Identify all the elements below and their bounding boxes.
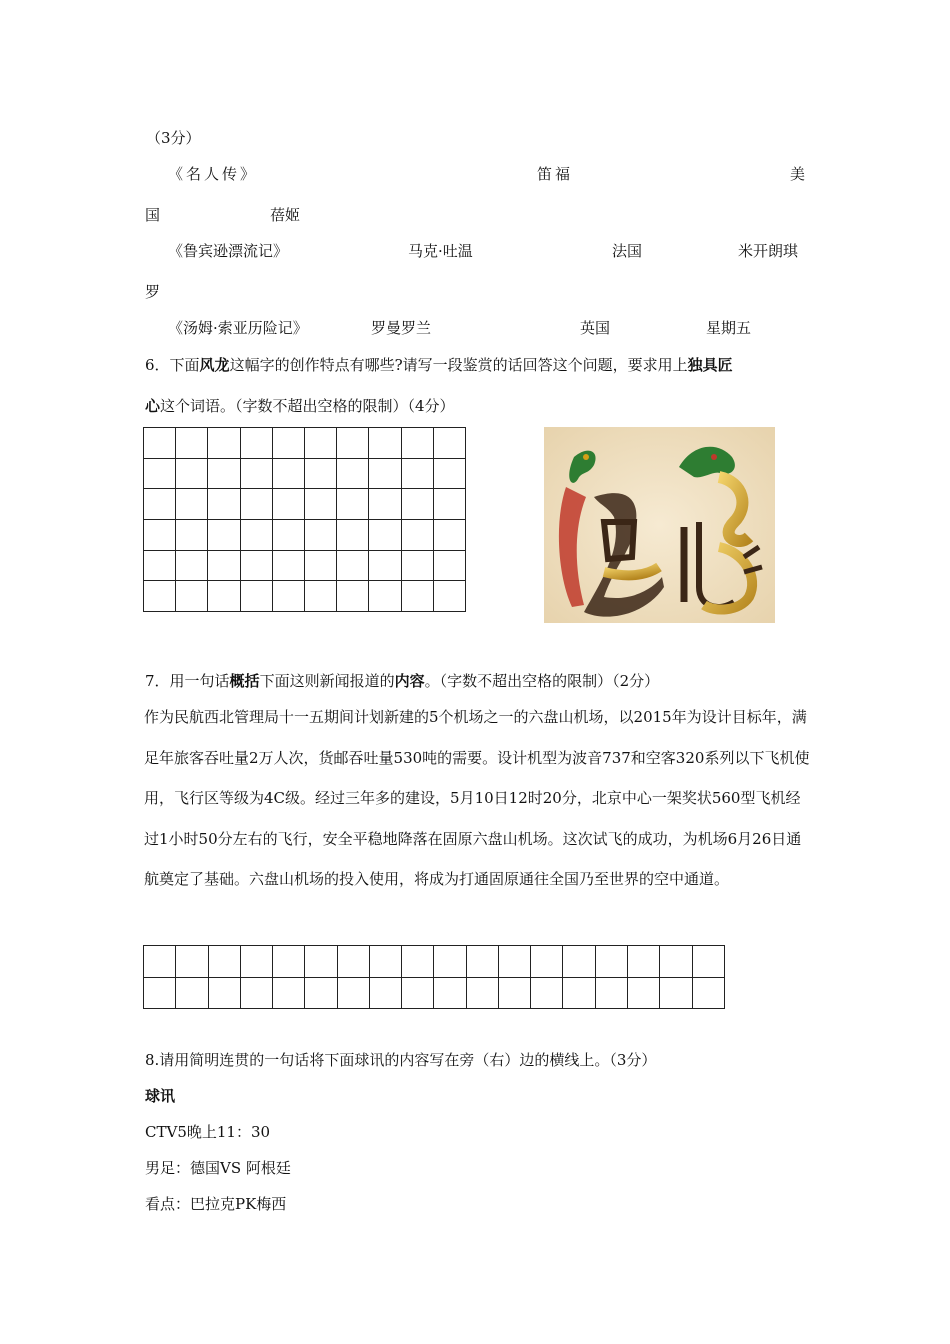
q7-answer-grid[interactable]	[143, 945, 725, 1009]
q6-answer-grid[interactable]	[143, 427, 466, 612]
sports-news-line: CTV5晚上11：30	[145, 1123, 271, 1141]
q7-text: 。（字数不超出空格的限制）（2分）	[424, 672, 660, 690]
book-title: 《名人传》	[168, 165, 259, 183]
q7-bold-term: 内容	[394, 672, 425, 690]
country-name: 法国	[612, 242, 643, 260]
q7-text: 下面这则新闻报道的	[259, 672, 395, 690]
book-title: 《汤姆·索亚历险记》	[168, 319, 308, 337]
character-name-wrap: 罗	[145, 283, 161, 301]
question-8: 8.请用简明连贯的一句话将下面球讯的内容写在旁（右）边的横线上。（3分）	[145, 1051, 657, 1069]
character-name: 米开朗琪	[738, 242, 799, 260]
q6-text: 6．下面	[145, 356, 200, 374]
character-name: 蓓姬	[270, 206, 301, 224]
author-name: 罗曼罗兰	[371, 319, 432, 337]
author-name: 马克·吐温	[408, 242, 473, 260]
book-title: 《鲁宾逊漂流记》	[168, 242, 289, 260]
q6-bold-term: 独具匠	[687, 356, 733, 374]
question-7	[145, 671, 659, 691]
score-line: （3分）	[146, 129, 201, 147]
question-6	[145, 355, 733, 375]
character-name: 星期五	[706, 319, 752, 337]
q6-bold-term: 风龙	[199, 356, 230, 374]
q6-text: 这个词语。（字数不超出空格的限制）（4分）	[160, 397, 455, 415]
q6-bold-term: 心	[145, 397, 161, 415]
country-name-wrap: 国	[145, 206, 161, 224]
sports-news-line: 男足：德国VS 阿根廷	[145, 1159, 291, 1177]
phoenix-dragon-calligraphy-image	[544, 427, 775, 623]
question-6-cont	[145, 396, 455, 416]
country-name: 美	[790, 165, 806, 183]
q7-bold-term: 概括	[229, 672, 260, 690]
sports-news-heading: 球讯	[145, 1087, 176, 1105]
q6-text: 这幅字的创作特点有哪些?请写一段鉴赏的话回答这个问题，要求用上	[229, 356, 688, 374]
author-name: 笛福	[537, 165, 574, 183]
country-name: 英国	[580, 319, 611, 337]
sports-news-line: 看点：巴拉克PK梅西	[145, 1195, 287, 1213]
news-passage: 作为民航西北管理局十一五期间计划新建的5个机场之一的六盘山机场，以2015年为设计目标年，满足年旅客吞吐量2万人次，货邮吞吐量530吨的需要。设计机型为波音737和空客320系列以下飞机使用，飞行区等级为4C级。经过三年多的建设，5月10日12时20分，北京中心一架奖状560型飞机经过1小时50分左右的飞行，安全平稳地降落在固原六盘山机场。这次试飞的成功，为机场6月26日通航奠定了基础。六盘山机场的投入使用，将成为打通固原通往全国乃至世界的空中通道。	[144, 708, 810, 888]
q7-text: 7．用一句话	[145, 672, 230, 690]
